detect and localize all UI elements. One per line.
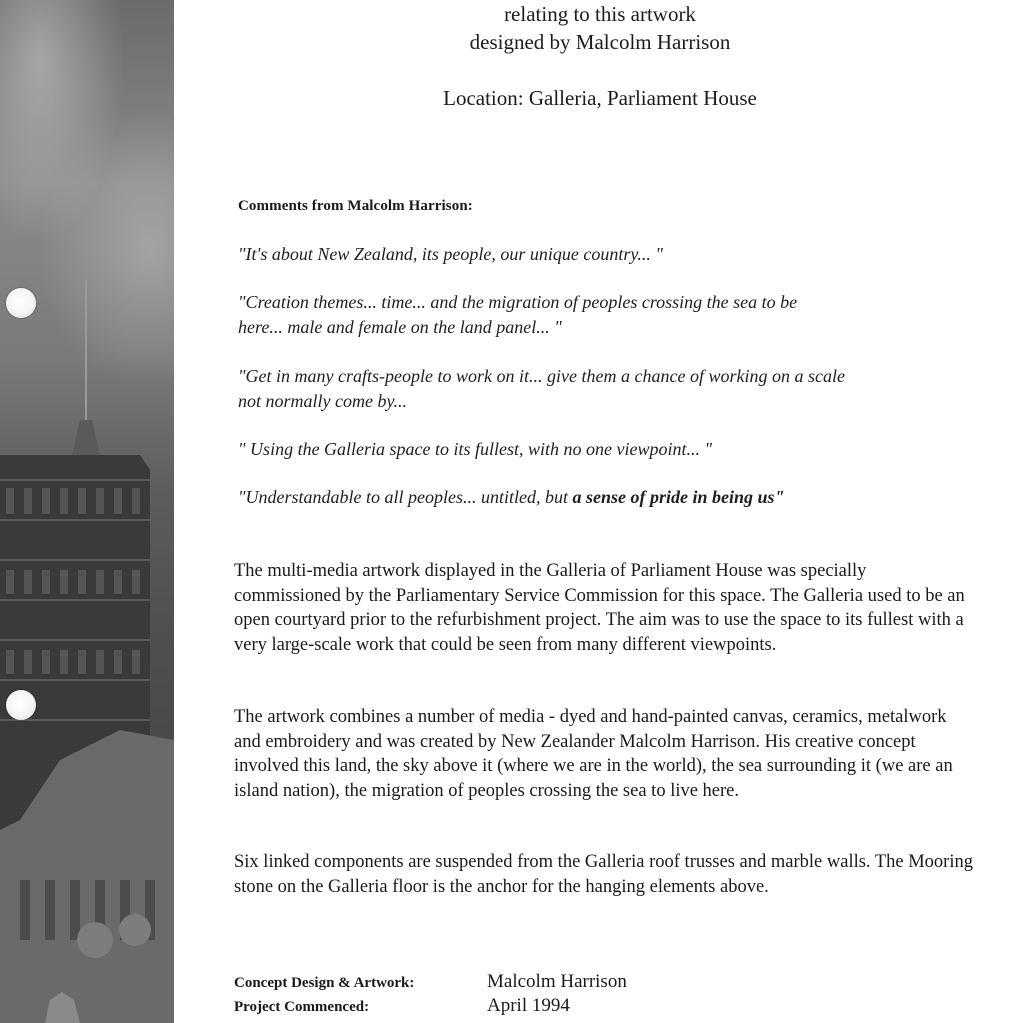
quote-5 <box>238 485 978 510</box>
quote-2-line-2: here... male and female on the land panel... " <box>238 317 562 337</box>
quote-1-text: "It's about New Zealand, its people, our unique country... " <box>238 244 663 264</box>
quote-1 <box>238 242 978 267</box>
quote-3-line-1: "Get in many crafts-people to work on it... give them a chance of working on a scale <box>238 366 845 386</box>
comments-heading: Comments from Malcolm Harrison: <box>238 198 473 214</box>
location-line: Location: Galleria, Parliament House <box>443 86 757 110</box>
quote-2 <box>238 290 978 340</box>
quote-5-text: "Understandable to all peoples... untitled, but <box>238 487 573 507</box>
body-paragraph-1: The multi-media artwork displayed in the Galleria of Parliament House was specially commissioned by the Parliamentary Service Commission for this space. The Galleria used to be an open courtyard prior to the refurbishment project. The aim was to use the space to its fullest with a very large-scale work that could be seen from many different viewpoints. <box>234 561 965 655</box>
body-paragraph-2: The artwork combines a number of media - dyed and hand-painted canvas, ceramics, metalwork and embroidery and was created by New Zealander Malcolm Harrison. His creative concept involved this land, the sky above it (where we are in the world), the sea surrounding it (we are an island nation), the migration of peoples crossing the sea to live here. <box>234 707 953 801</box>
quote-3-line-2: not normally come by... <box>238 391 407 411</box>
project-commenced-label: Project Commenced: <box>234 999 370 1015</box>
header-line-2: designed by Malcolm Harrison <box>469 30 731 54</box>
project-commenced-value: April 1994 <box>487 995 570 1016</box>
quote-4-text: " Using the Galleria space to its fullest, with no one viewpoint... " <box>238 439 713 459</box>
punch-hole-bottom <box>6 690 36 720</box>
quote-4 <box>238 437 978 462</box>
concept-design-value: Malcolm Harrison <box>487 971 627 992</box>
body-paragraph-3: Six linked components are suspended from the Galleria roof trusses and marble walls. The Mooring stone on the Galleria floor is the anchor for the hanging elements above. <box>234 852 973 897</box>
quote-3 <box>238 364 978 414</box>
parliament-building-illustration <box>0 0 174 1023</box>
concept-design-label: Concept Design & Artwork: <box>234 975 415 991</box>
punch-hole-top <box>6 288 36 318</box>
header-line-1: relating to this artwork <box>504 2 696 26</box>
quote-2-line-1: "Creation themes... time... and the migration of peoples crossing the sea to be <box>238 292 798 312</box>
background-photo-strip <box>0 0 174 1023</box>
quote-5-emphasis: a sense of pride in being us" <box>572 487 785 507</box>
